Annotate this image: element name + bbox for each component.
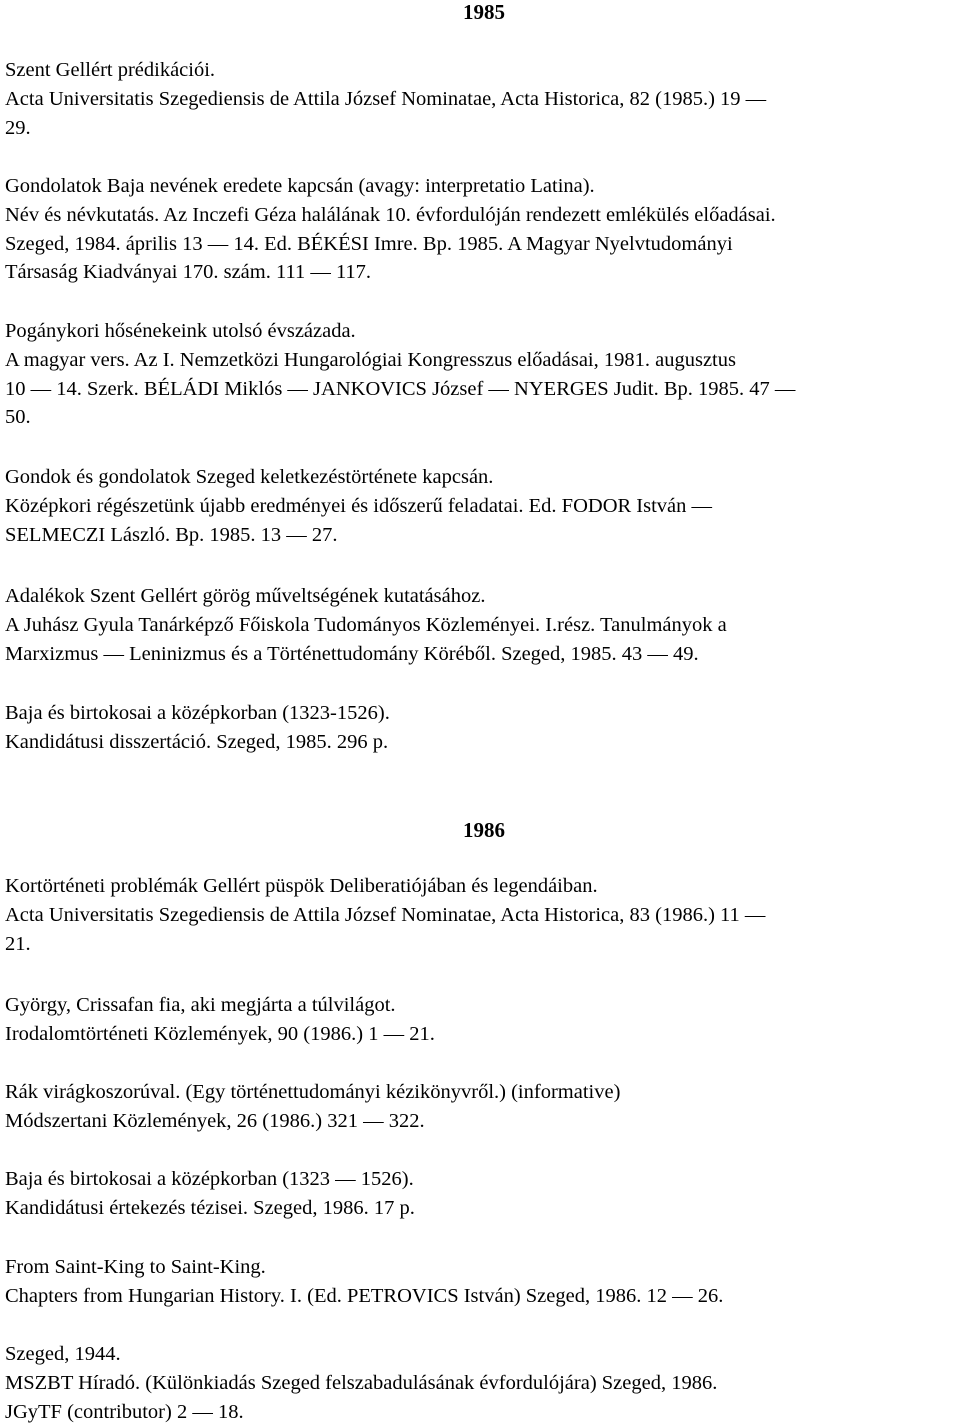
entry-source: Szeged, 1984. április 13 — 14. Ed. BÉKÉSI Imre. Bp. 1985. A Magyar Nyelvtudományi [5,232,733,255]
entry-title: Szent Gellért prédikációi. [5,59,216,81]
entry-title: Rák virágkoszorúval. (Egy történettudományi kézikönyvről.) (informative) [5,1081,621,1103]
entry-source: Marxizmus — Leninizmus és a Történettudomány Köréből. Szeged, 1985. 43 — 49. [5,642,699,665]
bibliography-entry [5,1078,955,1136]
entry-title: Gondolatok Baja nevének eredete kapcsán (avagy: interpretatio Latina). [5,175,595,197]
entry-title: Gondok és gondolatok Szeged keletkezéstörténete kapcsán. [5,466,494,488]
bibliography-entry [5,56,955,142]
entry-source: Középkori régészetünk újabb eredményei és időszerű feladatai. Ed. FODOR István — [5,494,713,517]
entry-source: Irodalomtörténeti Közlemények, 90 (1986.) 1 — 21. [5,1022,435,1045]
entry-title: Pogánykori hősénekeink utolsó évszázada. [5,320,356,342]
entry-source: Társaság Kiadványai 170. szám. 111 — 117. [5,261,372,284]
bibliography-entry [5,463,955,549]
entry-title: Baja és birtokosai a középkorban (1323-1526). [5,702,390,724]
entry-source: A magyar vers. Az I. Nemzetközi Hungarológiai Kongresszus előadásai, 1981. augusztus [5,348,736,371]
entry-source: Név és névkutatás. Az Inczefi Géza halálának 10. évfordulóján rendezett emlékülés előadásai. [5,203,776,226]
entry-title: Szeged, 1944. [5,1343,121,1365]
entry-source: A Juhász Gyula Tanárképző Főiskola Tudományos Közleményei. I.rész. Tanulmányok a [5,613,727,636]
year-heading-1986: 1986 [463,818,505,842]
entry-source: Módszertani Közlemények, 26 (1986.) 321 — 322. [5,1109,425,1132]
year-heading-1985: 1985 [463,0,505,24]
entry-source: 50. [5,406,31,429]
bibliography-entry [5,317,955,432]
entry-source: Chapters from Hungarian History. I. (Ed. PETROVICS István) Szeged, 1986. 12 — 26. [5,1284,724,1307]
bibliography-entry [5,582,955,668]
bibliography-entry [5,1253,955,1311]
entry-source: SELMECZI László. Bp. 1985. 13 — 27. [5,523,338,546]
bibliography-entry [5,172,955,287]
entry-source: MSZBT Híradó. (Különkiadás Szeged felszabadulásának évfordulójára) Szeged, 1986. [5,1371,718,1394]
entry-source: 10 — 14. Szerk. BÉLÁDI Miklós — JANKOVICS József — NYERGES Judit. Bp. 1985. 47 — [5,377,796,400]
entry-title: From Saint-King to Saint-King. [5,1256,266,1278]
entry-source: Kandidátusi értekezés tézisei. Szeged, 1986. 17 p. [5,1196,415,1219]
entry-title: Kortörténeti problémák Gellért püspök Deliberatiójában és legendáiban. [5,875,598,897]
entry-title: György, Crissafan fia, aki megjárta a túlvilágot. [5,994,396,1016]
entry-source: Acta Universitatis Szegediensis de Attila József Nominatae, Acta Historica, 82 (1985.) 19 — [5,87,767,110]
entry-title: Adalékok Szent Gellért görög műveltségének kutatásához. [5,585,486,607]
entry-source: Kandidátusi disszertáció. Szeged, 1985. 296 p. [5,730,389,753]
entry-source: JGyTF (contributor) 2 — 18. [5,1400,244,1423]
bibliography-entry [5,1340,955,1426]
bibliography-entry [5,991,955,1049]
entry-source: 21. [5,932,31,955]
entry-source: Acta Universitatis Szegediensis de Attila József Nominatae, Acta Historica, 83 (1986.) 11 — [5,903,766,926]
bibliography-entry [5,1165,955,1223]
entry-source: 29. [5,116,31,139]
entry-title: Baja és birtokosai a középkorban (1323 — 1526). [5,1168,414,1190]
bibliography-entry [5,872,955,958]
bibliography-entry [5,699,955,757]
